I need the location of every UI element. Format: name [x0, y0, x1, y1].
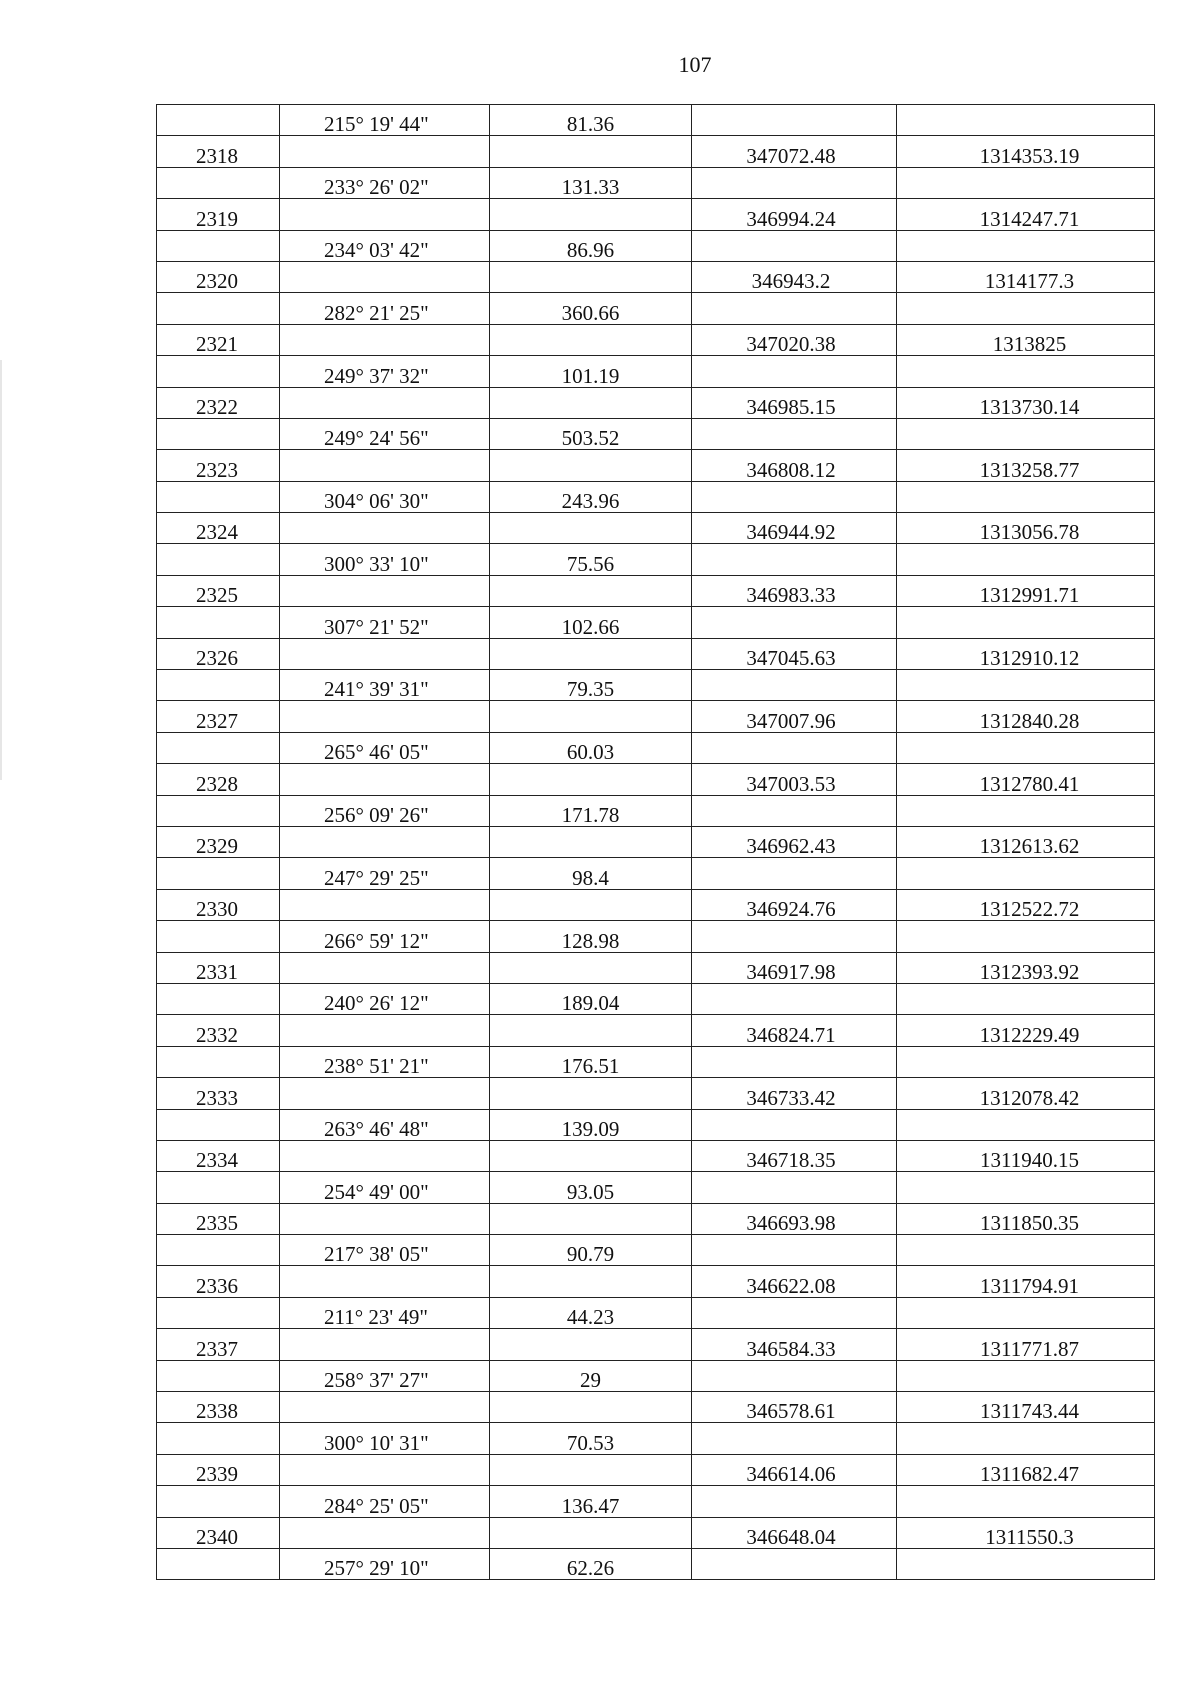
northing-cell: 346718.35 — [692, 1140, 897, 1171]
northing-cell: 346693.98 — [692, 1203, 897, 1234]
bearing-cell — [280, 575, 490, 606]
leg-row — [157, 167, 1155, 198]
bearing-cell — [280, 1392, 490, 1423]
distance-cell — [490, 1140, 692, 1171]
bearing-cell: 300° 33' 10" — [280, 544, 490, 575]
easting-cell: 1314353.19 — [897, 136, 1155, 167]
station-cell — [157, 1235, 280, 1266]
bearing-cell — [280, 1140, 490, 1171]
station-cell — [157, 105, 280, 136]
station-cell — [157, 230, 280, 261]
bearing-cell: 254° 49' 00" — [280, 1172, 490, 1203]
easting-cell: 1312991.71 — [897, 575, 1155, 606]
distance-cell — [490, 889, 692, 920]
station-cell — [157, 1046, 280, 1077]
northing-cell: 346614.06 — [692, 1454, 897, 1485]
northing-cell — [692, 1297, 897, 1328]
station-row — [157, 513, 1155, 544]
easting-cell: 1312078.42 — [897, 1078, 1155, 1109]
distance-cell: 102.66 — [490, 607, 692, 638]
distance-cell — [490, 1329, 692, 1360]
easting-cell: 1314247.71 — [897, 199, 1155, 230]
easting-cell — [897, 1297, 1155, 1328]
distance-cell: 128.98 — [490, 921, 692, 952]
leg-row — [157, 983, 1155, 1014]
northing-cell: 346808.12 — [692, 450, 897, 481]
easting-cell: 1311771.87 — [897, 1329, 1155, 1360]
distance-cell — [490, 638, 692, 669]
easting-cell: 1312840.28 — [897, 701, 1155, 732]
station-row — [157, 575, 1155, 606]
station-row — [157, 1078, 1155, 1109]
leg-row — [157, 921, 1155, 952]
bearing-cell: 215° 19' 44" — [280, 105, 490, 136]
station-cell: 2335 — [157, 1203, 280, 1234]
bearing-cell — [280, 513, 490, 544]
northing-cell — [692, 167, 897, 198]
bearing-cell — [280, 1454, 490, 1485]
easting-cell — [897, 481, 1155, 512]
station-cell: 2324 — [157, 513, 280, 544]
easting-cell: 1312229.49 — [897, 1015, 1155, 1046]
station-cell — [157, 795, 280, 826]
distance-cell: 176.51 — [490, 1046, 692, 1077]
leg-row — [157, 1423, 1155, 1454]
easting-cell — [897, 1548, 1155, 1579]
bearing-cell: 233° 26' 02" — [280, 167, 490, 198]
bearing-cell: 249° 37' 32" — [280, 356, 490, 387]
easting-cell — [897, 1109, 1155, 1140]
bearing-cell: 300° 10' 31" — [280, 1423, 490, 1454]
bearing-cell — [280, 1015, 490, 1046]
station-row — [157, 701, 1155, 732]
leg-row — [157, 607, 1155, 638]
distance-cell: 98.4 — [490, 858, 692, 889]
bearing-cell — [280, 764, 490, 795]
station-cell: 2329 — [157, 826, 280, 857]
easting-cell: 1313825 — [897, 324, 1155, 355]
northing-cell: 346983.33 — [692, 575, 897, 606]
distance-cell — [490, 701, 692, 732]
northing-cell: 346824.71 — [692, 1015, 897, 1046]
easting-cell: 1313258.77 — [897, 450, 1155, 481]
bearing-cell — [280, 261, 490, 292]
easting-cell — [897, 1486, 1155, 1517]
station-cell: 2323 — [157, 450, 280, 481]
station-cell — [157, 293, 280, 324]
leg-row — [157, 1109, 1155, 1140]
station-row — [157, 387, 1155, 418]
leg-row — [157, 356, 1155, 387]
bearing-cell — [280, 199, 490, 230]
distance-cell: 44.23 — [490, 1297, 692, 1328]
station-cell — [157, 607, 280, 638]
easting-cell — [897, 670, 1155, 701]
distance-cell — [490, 261, 692, 292]
northing-cell: 346994.24 — [692, 199, 897, 230]
northing-cell: 347003.53 — [692, 764, 897, 795]
distance-cell: 189.04 — [490, 983, 692, 1014]
northing-cell: 346924.76 — [692, 889, 897, 920]
distance-cell: 75.56 — [490, 544, 692, 575]
northing-cell — [692, 105, 897, 136]
easting-cell: 1311743.44 — [897, 1392, 1155, 1423]
station-cell: 2332 — [157, 1015, 280, 1046]
leg-row — [157, 1548, 1155, 1579]
distance-cell — [490, 1454, 692, 1485]
station-cell — [157, 167, 280, 198]
leg-row — [157, 858, 1155, 889]
bearing-cell: 217° 38' 05" — [280, 1235, 490, 1266]
distance-cell — [490, 513, 692, 544]
station-row — [157, 136, 1155, 167]
easting-cell — [897, 105, 1155, 136]
northing-cell — [692, 795, 897, 826]
bearing-cell: 284° 25' 05" — [280, 1486, 490, 1517]
northing-cell — [692, 1548, 897, 1579]
leg-row — [157, 1172, 1155, 1203]
station-cell: 2330 — [157, 889, 280, 920]
distance-cell — [490, 199, 692, 230]
distance-cell: 81.36 — [490, 105, 692, 136]
station-cell: 2319 — [157, 199, 280, 230]
easting-cell — [897, 418, 1155, 449]
station-cell — [157, 1109, 280, 1140]
easting-cell — [897, 356, 1155, 387]
station-cell: 2320 — [157, 261, 280, 292]
distance-cell — [490, 952, 692, 983]
easting-cell — [897, 293, 1155, 324]
bearing-cell — [280, 1517, 490, 1548]
northing-cell — [692, 230, 897, 261]
station-cell — [157, 1172, 280, 1203]
station-cell: 2337 — [157, 1329, 280, 1360]
distance-cell — [490, 450, 692, 481]
station-cell — [157, 481, 280, 512]
distance-cell: 131.33 — [490, 167, 692, 198]
leg-row — [157, 732, 1155, 763]
northing-cell — [692, 1046, 897, 1077]
northing-cell — [692, 1172, 897, 1203]
bearing-cell — [280, 952, 490, 983]
station-row — [157, 261, 1155, 292]
northing-cell: 346584.33 — [692, 1329, 897, 1360]
scan-margin-shadow — [0, 360, 2, 780]
easting-cell: 1312393.92 — [897, 952, 1155, 983]
station-cell: 2338 — [157, 1392, 280, 1423]
leg-row — [157, 230, 1155, 261]
bearing-cell: 256° 09' 26" — [280, 795, 490, 826]
station-row — [157, 1015, 1155, 1046]
station-cell: 2333 — [157, 1078, 280, 1109]
easting-cell: 1311794.91 — [897, 1266, 1155, 1297]
bearing-cell — [280, 324, 490, 355]
distance-cell: 171.78 — [490, 795, 692, 826]
distance-cell: 62.26 — [490, 1548, 692, 1579]
bearing-cell: 247° 29' 25" — [280, 858, 490, 889]
bearing-cell: 241° 39' 31" — [280, 670, 490, 701]
bearing-cell: 238° 51' 21" — [280, 1046, 490, 1077]
station-cell: 2325 — [157, 575, 280, 606]
bearing-cell: 304° 06' 30" — [280, 481, 490, 512]
station-cell: 2318 — [157, 136, 280, 167]
northing-cell — [692, 607, 897, 638]
distance-cell: 360.66 — [490, 293, 692, 324]
northing-cell — [692, 418, 897, 449]
station-cell: 2327 — [157, 701, 280, 732]
station-row — [157, 1517, 1155, 1548]
northing-cell: 346985.15 — [692, 387, 897, 418]
station-cell: 2331 — [157, 952, 280, 983]
station-row — [157, 1454, 1155, 1485]
easting-cell: 1312522.72 — [897, 889, 1155, 920]
distance-cell — [490, 764, 692, 795]
northing-cell — [692, 481, 897, 512]
leg-row — [157, 105, 1155, 136]
distance-cell — [490, 1203, 692, 1234]
station-cell — [157, 858, 280, 889]
northing-cell — [692, 1360, 897, 1391]
bearing-cell: 266° 59' 12" — [280, 921, 490, 952]
bearing-cell: 234° 03' 42" — [280, 230, 490, 261]
easting-cell — [897, 1046, 1155, 1077]
station-row — [157, 1329, 1155, 1360]
distance-cell: 93.05 — [490, 1172, 692, 1203]
distance-cell: 101.19 — [490, 356, 692, 387]
distance-cell: 139.09 — [490, 1109, 692, 1140]
station-cell — [157, 732, 280, 763]
station-row — [157, 826, 1155, 857]
station-row — [157, 199, 1155, 230]
station-row — [157, 1392, 1155, 1423]
northing-cell — [692, 670, 897, 701]
distance-cell: 29 — [490, 1360, 692, 1391]
northing-cell: 346733.42 — [692, 1078, 897, 1109]
distance-cell — [490, 1517, 692, 1548]
easting-cell — [897, 921, 1155, 952]
station-cell — [157, 670, 280, 701]
easting-cell — [897, 230, 1155, 261]
bearing-cell: 263° 46' 48" — [280, 1109, 490, 1140]
easting-cell — [897, 795, 1155, 826]
easting-cell: 1312613.62 — [897, 826, 1155, 857]
station-row — [157, 450, 1155, 481]
northing-cell — [692, 921, 897, 952]
station-cell — [157, 1297, 280, 1328]
bearing-cell: 257° 29' 10" — [280, 1548, 490, 1579]
easting-cell — [897, 167, 1155, 198]
northing-cell — [692, 983, 897, 1014]
northing-cell: 347020.38 — [692, 324, 897, 355]
distance-cell — [490, 1078, 692, 1109]
northing-cell — [692, 858, 897, 889]
distance-cell: 503.52 — [490, 418, 692, 449]
station-cell: 2336 — [157, 1266, 280, 1297]
station-cell — [157, 1548, 280, 1579]
station-cell — [157, 356, 280, 387]
station-cell: 2340 — [157, 1517, 280, 1548]
easting-cell: 1311940.15 — [897, 1140, 1155, 1171]
distance-cell — [490, 1392, 692, 1423]
bearing-cell: 240° 26' 12" — [280, 983, 490, 1014]
station-cell — [157, 983, 280, 1014]
bearing-cell: 307° 21' 52" — [280, 607, 490, 638]
distance-cell — [490, 1266, 692, 1297]
station-row — [157, 764, 1155, 795]
distance-cell: 70.53 — [490, 1423, 692, 1454]
bearing-cell — [280, 1078, 490, 1109]
leg-row — [157, 670, 1155, 701]
leg-row — [157, 1046, 1155, 1077]
station-cell: 2328 — [157, 764, 280, 795]
northing-cell: 346943.2 — [692, 261, 897, 292]
northing-cell — [692, 356, 897, 387]
easting-cell: 1312910.12 — [897, 638, 1155, 669]
leg-row — [157, 795, 1155, 826]
northing-cell: 346917.98 — [692, 952, 897, 983]
distance-cell: 60.03 — [490, 732, 692, 763]
bearing-cell — [280, 136, 490, 167]
station-cell: 2339 — [157, 1454, 280, 1485]
distance-cell: 243.96 — [490, 481, 692, 512]
station-row — [157, 638, 1155, 669]
bearing-cell — [280, 387, 490, 418]
easting-cell — [897, 1423, 1155, 1454]
distance-cell — [490, 826, 692, 857]
leg-row — [157, 1297, 1155, 1328]
easting-cell — [897, 732, 1155, 763]
station-cell — [157, 544, 280, 575]
easting-cell: 1313730.14 — [897, 387, 1155, 418]
northing-cell — [692, 1486, 897, 1517]
leg-row — [157, 1486, 1155, 1517]
bearing-cell — [280, 638, 490, 669]
leg-row — [157, 481, 1155, 512]
northing-cell — [692, 1423, 897, 1454]
easting-cell: 1311682.47 — [897, 1454, 1155, 1485]
bearing-cell: 211° 23' 49" — [280, 1297, 490, 1328]
station-cell: 2321 — [157, 324, 280, 355]
northing-cell — [692, 732, 897, 763]
easting-cell: 1314177.3 — [897, 261, 1155, 292]
northing-cell — [692, 544, 897, 575]
traverse-table — [156, 104, 1155, 1580]
station-cell: 2326 — [157, 638, 280, 669]
easting-cell — [897, 983, 1155, 1014]
distance-cell — [490, 324, 692, 355]
easting-cell: 1311850.35 — [897, 1203, 1155, 1234]
distance-cell: 79.35 — [490, 670, 692, 701]
easting-cell: 1313056.78 — [897, 513, 1155, 544]
northing-cell: 346578.61 — [692, 1392, 897, 1423]
bearing-cell — [280, 450, 490, 481]
leg-row — [157, 418, 1155, 449]
bearing-cell: 282° 21' 25" — [280, 293, 490, 324]
station-row — [157, 1266, 1155, 1297]
northing-cell — [692, 1109, 897, 1140]
easting-cell — [897, 858, 1155, 889]
bearing-cell — [280, 1266, 490, 1297]
distance-cell: 136.47 — [490, 1486, 692, 1517]
northing-cell: 346944.92 — [692, 513, 897, 544]
bearing-cell — [280, 1203, 490, 1234]
bearing-cell — [280, 826, 490, 857]
bearing-cell: 265° 46' 05" — [280, 732, 490, 763]
easting-cell: 1312780.41 — [897, 764, 1155, 795]
distance-cell — [490, 1015, 692, 1046]
station-cell: 2322 — [157, 387, 280, 418]
distance-cell — [490, 387, 692, 418]
bearing-cell — [280, 701, 490, 732]
easting-cell — [897, 607, 1155, 638]
station-cell — [157, 1486, 280, 1517]
easting-cell — [897, 1172, 1155, 1203]
leg-row — [157, 293, 1155, 324]
northing-cell — [692, 1235, 897, 1266]
leg-row — [157, 1235, 1155, 1266]
leg-row — [157, 1360, 1155, 1391]
northing-cell — [692, 293, 897, 324]
northing-cell: 346648.04 — [692, 1517, 897, 1548]
station-cell — [157, 921, 280, 952]
station-row — [157, 324, 1155, 355]
easting-cell — [897, 1360, 1155, 1391]
leg-row — [157, 544, 1155, 575]
northing-cell: 347045.63 — [692, 638, 897, 669]
distance-cell — [490, 575, 692, 606]
bearing-cell: 258° 37' 27" — [280, 1360, 490, 1391]
easting-cell: 1311550.3 — [897, 1517, 1155, 1548]
bearing-cell — [280, 1329, 490, 1360]
northing-cell: 347007.96 — [692, 701, 897, 732]
bearing-cell — [280, 889, 490, 920]
northing-cell: 346622.08 — [692, 1266, 897, 1297]
northing-cell: 347072.48 — [692, 136, 897, 167]
easting-cell — [897, 1235, 1155, 1266]
traverse-table-body — [157, 105, 1155, 1580]
distance-cell: 90.79 — [490, 1235, 692, 1266]
station-cell: 2334 — [157, 1140, 280, 1171]
station-row — [157, 952, 1155, 983]
station-row — [157, 1140, 1155, 1171]
station-row — [157, 1203, 1155, 1234]
northing-cell: 346962.43 — [692, 826, 897, 857]
distance-cell: 86.96 — [490, 230, 692, 261]
station-cell — [157, 1423, 280, 1454]
station-row — [157, 889, 1155, 920]
station-cell — [157, 418, 280, 449]
station-cell — [157, 1360, 280, 1391]
easting-cell — [897, 544, 1155, 575]
distance-cell — [490, 136, 692, 167]
page-number: 107 — [678, 52, 712, 77]
bearing-cell: 249° 24' 56" — [280, 418, 490, 449]
